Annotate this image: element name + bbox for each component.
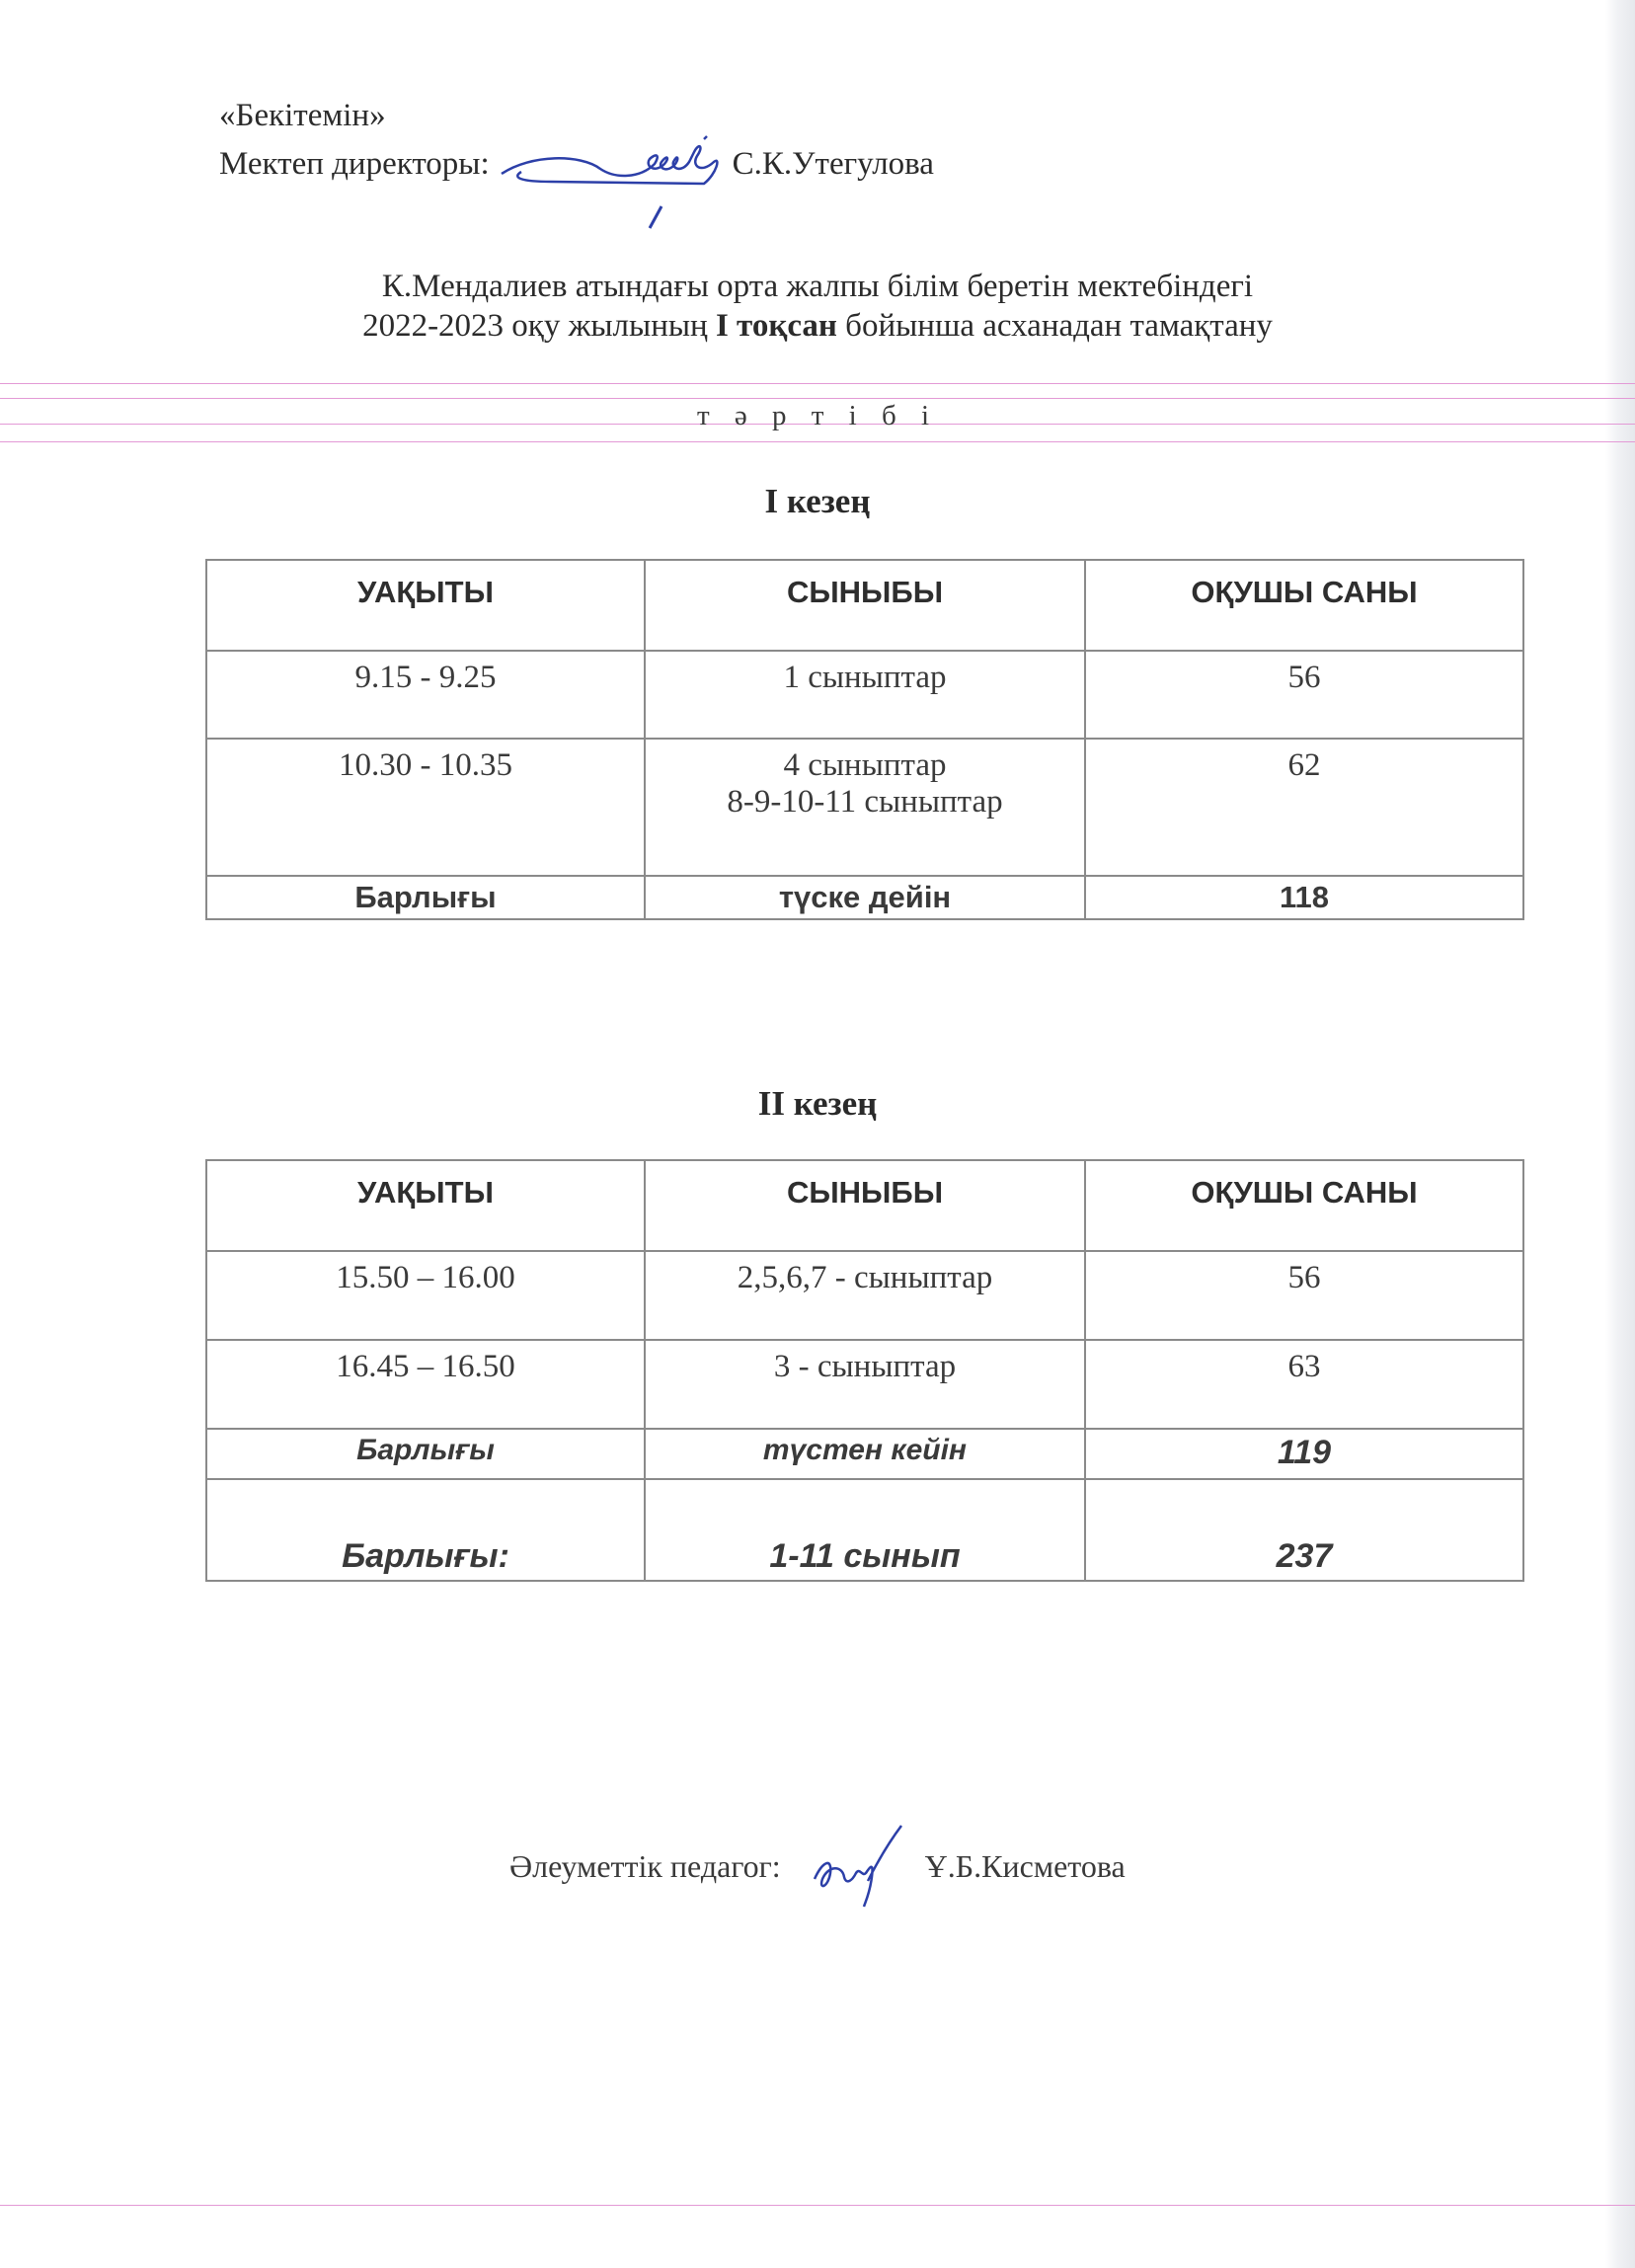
title-quarter: І тоқсан [715, 308, 837, 344]
cell-count: 56 [1085, 1251, 1523, 1340]
table-row [206, 1340, 1523, 1429]
table-row [206, 739, 1523, 876]
table-grand-total-row [206, 1479, 1523, 1581]
cell-time: 16.45 – 16.50 [206, 1340, 645, 1429]
document-title [0, 267, 1635, 346]
table-header-row [206, 1160, 1523, 1251]
cell-time: 15.50 – 16.00 [206, 1251, 645, 1340]
stage-1-table [205, 559, 1524, 920]
approval-block [219, 97, 934, 194]
cell-class-line: 4 сыныптар [783, 747, 947, 783]
header-class: СЫНЫБЫ [645, 1160, 1085, 1251]
cell-class: 1 сыныптар [645, 651, 1085, 739]
title-line-2-start: 2022-2023 оқу жылының [362, 308, 716, 344]
header-count: ОҚУШЫ САНЫ [1085, 1160, 1523, 1251]
social-pedagogue-signature [509, 1822, 1126, 1911]
director-name: С.К.Утегулова [732, 146, 934, 182]
stage-1-heading: І кезең [764, 482, 871, 520]
approval-signature-row [219, 134, 934, 194]
total-label: Барлығы [206, 1429, 645, 1479]
total-note: түске дейін [645, 876, 1085, 919]
stage-2-heading: ІІ кезең [757, 1084, 878, 1123]
total-count: 118 [1085, 876, 1523, 919]
total-label: Барлығы [206, 876, 645, 919]
cell-count: 56 [1085, 651, 1523, 739]
table-row [206, 651, 1523, 739]
scan-artifact-line [0, 383, 1635, 384]
approval-stamp: «Бекітемін» [219, 98, 386, 133]
header-time: УАҚЫТЫ [206, 1160, 645, 1251]
cell-count: 63 [1085, 1340, 1523, 1429]
title-line-1: К.Мендалиев атындағы орта жалпы білім беретін мектебіндегі [381, 269, 1254, 304]
total-count: 119 [1085, 1429, 1523, 1479]
title-line-2-end: бойынша асханадан тамақтану [836, 308, 1273, 344]
scan-artifact-line [0, 2205, 1635, 2206]
pedagogue-name: Ұ.Б.Кисметова [924, 1847, 1126, 1884]
header-time: УАҚЫТЫ [206, 560, 645, 651]
title-line-2 [0, 306, 1635, 346]
table-total-row [206, 1429, 1523, 1479]
title-order-word: т ә р т і б і [696, 400, 939, 431]
scan-artifact-line [0, 398, 1635, 399]
cell-class [645, 739, 1085, 876]
pedagogue-position: Әлеуметтік педагог: [509, 1847, 781, 1884]
grand-total-count: 237 [1085, 1479, 1523, 1581]
pedagogue-signature [809, 1822, 907, 1911]
grand-total-note: 1-11 сынып [645, 1479, 1085, 1581]
cell-class-line: 8-9-10-11 сыныптар [727, 784, 1003, 820]
director-position: Мектеп директоры: [219, 146, 490, 182]
grand-total-label: Барлығы: [206, 1479, 645, 1581]
cell-count: 62 [1085, 739, 1523, 876]
cell-class: 3 - сыныптар [645, 1340, 1085, 1429]
cell-class: 2,5,6,7 - сыныптар [645, 1251, 1085, 1340]
total-note: түстен кейін [645, 1429, 1085, 1479]
table-row [206, 1251, 1523, 1340]
scan-artifact-line [0, 441, 1635, 442]
table-total-row [206, 876, 1523, 919]
cell-time: 9.15 - 9.25 [206, 651, 645, 739]
header-count: ОҚУШЫ САНЫ [1085, 560, 1523, 651]
header-class: СЫНЫБЫ [645, 560, 1085, 651]
signature-tick [640, 202, 669, 232]
table-header-row [206, 560, 1523, 651]
cell-time: 10.30 - 10.35 [206, 739, 645, 876]
director-signature [492, 134, 729, 194]
stage-2-table [205, 1159, 1524, 1582]
